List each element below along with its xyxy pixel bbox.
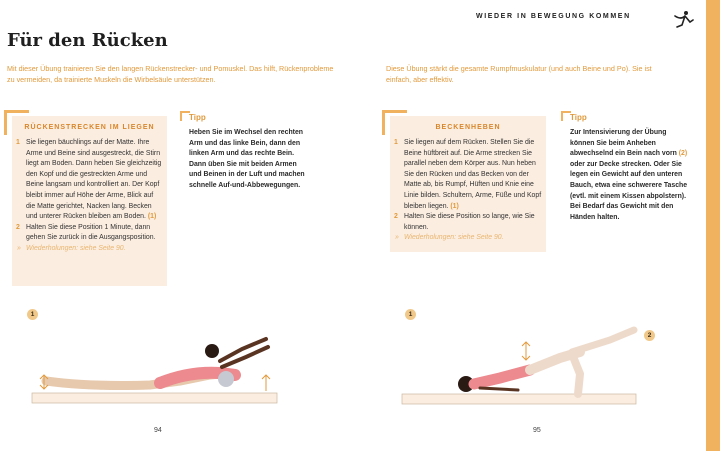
step-text: Sie liegen auf dem Rücken. Stellen Sie die Beine hüftbreit auf. Die Arme strecken Sie parallel neben dem Körper aus. Nun heben Sie den Rücken und das Becken von der Matte ab, bis Rumpf, Hüften und Knie eine Linie bilden. Schultern, Arme, Füße und Kopf bleiben liegen. (404, 139, 542, 210)
figure-badge: 2 (644, 330, 655, 341)
section-header: WIEDER IN BEWEGUNG KOMMEN (476, 13, 631, 20)
step-text: Halten Sie diese Position so lange, wie Sie können. (404, 213, 535, 231)
tip-title: Tipp (570, 113, 587, 122)
intro-right: Diese Übung stärkt die gesamte Rumpfmuskulatur (und auch Beine und Po). Sie ist einfach, aber effektiv. (386, 64, 652, 84)
step-1 (394, 138, 542, 212)
figure-badge: 1 (405, 309, 416, 320)
figure-leg-bent (572, 354, 580, 394)
exercise-mat (402, 394, 636, 404)
up-down-arrow-icon (522, 342, 530, 360)
tip-text (570, 128, 692, 223)
repetitions-text: Wiederholungen: siehe Seite 90. (26, 244, 126, 252)
exercise-steps-right (394, 138, 542, 244)
page-edge-strip (706, 0, 720, 451)
card-corner-bracket (382, 110, 407, 135)
figure-arm (480, 388, 518, 390)
exercise-mat (32, 393, 277, 403)
tip-title: Tipp (189, 113, 206, 122)
page-number-right: 95 (533, 427, 541, 434)
back-extension-illustration (30, 335, 280, 410)
bridge-illustration (400, 322, 640, 412)
step-text: Sie liegen bäuchlings auf der Matte. Ihre Arme und Beine sind ausgestreckt, die Stirn liegt am Boden. Dann heben Sie gleichzeitig den Kopf und die gestreckten Arme und Beine langsam und kontrolliert an. Der Kopf bleibt immer auf Höhe der Arme, Blick auf die Matte gerichtet, Nacken lang. Becken und unterer Rücken bleiben am Boden. (26, 139, 162, 221)
exercise-card-left (12, 116, 167, 286)
exercise-title-right: BECKENHEBEN (435, 124, 501, 131)
figure-reference: (2) (678, 150, 688, 158)
figure-shirt (474, 370, 530, 384)
tip-text-part: Zur Intensivierung der Übung können Sie beim Anheben abwechselnd ein Bein nach vorn (570, 129, 677, 158)
tip-text: Heben Sie im Wechsel den rechten Arm und das linke Bein, dann den linken Arm und das rechte Bein. Dann üben Sie mit beiden Armen und Beinen in der Luft und machen schnelle Auf-und-Abbewegungen. (189, 129, 305, 189)
repetitions-note: » Wiederholungen: siehe Seite 90. (17, 244, 126, 252)
step-number: 2 (16, 223, 20, 231)
exercise-steps-left (16, 138, 163, 255)
figure-head (205, 344, 219, 358)
up-arrow-icon (262, 375, 270, 391)
step-1 (16, 138, 163, 223)
exercise-title-left: RÜCKENSTRECKEN IM LIEGEN (24, 124, 155, 131)
acrobat-figure-icon (672, 8, 694, 30)
step-number: 1 (394, 139, 398, 146)
figure-badge: 1 (27, 309, 38, 320)
exercise-card-right (390, 116, 546, 252)
page-number-left: 94 (154, 427, 162, 434)
step-number: 1 (16, 139, 20, 146)
step-2 (394, 212, 542, 233)
step-2 (16, 223, 163, 244)
repetitions-text: Wiederholungen: siehe Seite 90. (404, 234, 504, 242)
card-corner-bracket (4, 110, 29, 135)
step-number: 2 (394, 213, 398, 221)
tip-text-part: oder zur Decke strecken. Oder Sie legen ein Gewicht auf den unteren Bauch, etwa eine schwerere Tasche (evtl. mit einem Kissen abpolstern). Bei Bedarf das Gewicht mit den Händen halten. (570, 160, 688, 221)
figure-reference: (1) (147, 213, 157, 221)
intro-left: Mit dieser Übung trainieren Sie den langen Rückenstrecker- und Pomuskel. Das hilft, Rückenprobleme zu vermeiden, da trainierte Muskeln die Wirbelsäule unterstützen. (7, 64, 334, 84)
figure-leg-raised (572, 330, 634, 352)
step-text: Halten Sie diese Position 1 Minute, dann gehen Sie zurück in die Ausgangsposition. (26, 223, 156, 242)
repetitions-note: » Wiederholungen: siehe Seite 90. (395, 234, 504, 242)
page-title: Für den Rücken (7, 30, 168, 51)
figure-reference: (1) (450, 202, 459, 210)
figure-pillow (218, 371, 234, 387)
